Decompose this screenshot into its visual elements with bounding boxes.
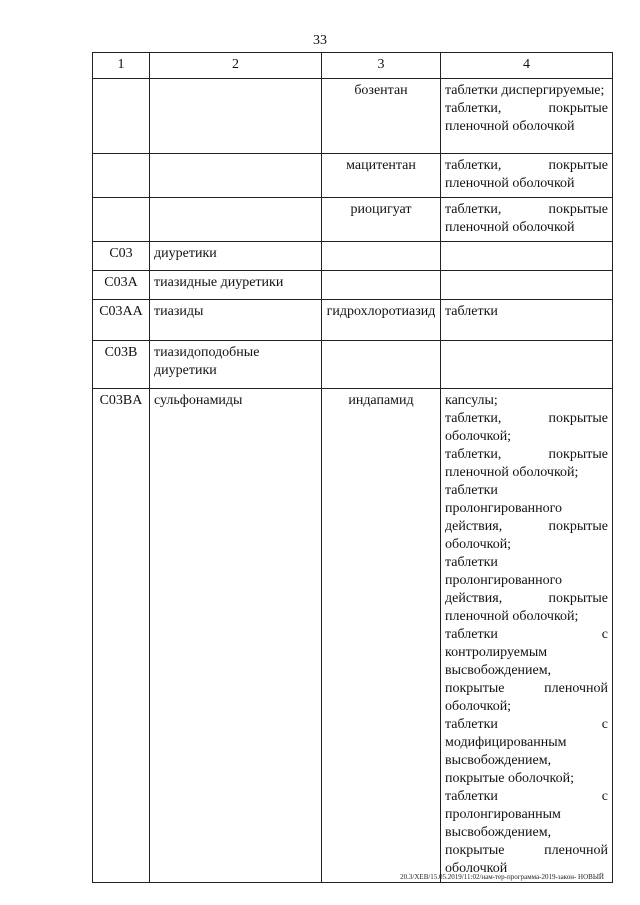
document-footer: 20.3/ХЕВ/15.05.2019/11:02/нам-тер-программа-2019-закон- НОВЫЙ: [400, 873, 604, 881]
dosage-forms-cell: [441, 154, 613, 198]
atc-code-cell: C03BA: [93, 389, 150, 883]
atc-code-cell: C03AA: [93, 300, 150, 341]
atc-code-cell: [93, 154, 150, 198]
group-name-cell: [150, 154, 322, 198]
substance-cell: мацитентан: [322, 154, 441, 198]
substance-cell: [322, 341, 441, 389]
group-name-cell: тиазиды: [150, 300, 322, 341]
atc-code-cell: C03B: [93, 341, 150, 389]
dosage-forms-cell: [441, 198, 613, 242]
atc-code-cell: C03: [93, 242, 150, 271]
column-header: 4: [441, 53, 613, 79]
substance-cell: [322, 271, 441, 300]
atc-code-cell: C03A: [93, 271, 150, 300]
atc-code-cell: [93, 198, 150, 242]
page-number: 33: [313, 33, 327, 48]
dosage-forms-cell: [441, 242, 613, 271]
substance-cell: риоцигуат: [322, 198, 441, 242]
dosage-form-item: таблетки с пролонгированным высвобождением, покрытые пленочной оболочкой: [445, 789, 608, 876]
substance-cell: индапамид: [322, 389, 441, 883]
dosage-form-item: таблетки с контролируемым высвобождением, покрытые пленочной оболочкой;: [445, 627, 608, 714]
column-header: 3: [322, 53, 441, 79]
atc-code-cell: [93, 79, 150, 154]
table-header-row: [93, 53, 613, 79]
dosage-form-item: капсулы;: [445, 393, 498, 408]
table-row: [93, 389, 613, 883]
dosage-form-item: таблетки, покрытые пленочной оболочкой: [445, 202, 608, 235]
group-name-cell: диуретики: [150, 242, 322, 271]
column-header: 1: [93, 53, 150, 79]
dosage-form-item: таблетки пролонгированного действия, покрытые оболочкой;: [445, 483, 608, 552]
substance-cell: [322, 242, 441, 271]
dosage-forms-cell: [441, 341, 613, 389]
dosage-forms-cell: [441, 389, 613, 883]
dosage-form-item: таблетки, покрытые пленочной оболочкой: [445, 158, 608, 191]
table-row: [93, 154, 613, 198]
group-name-cell: тиазидоподобные диуретики: [150, 341, 322, 389]
dosage-form-item: таблетки с модифицированным высвобождением, покрытые оболочкой;: [445, 717, 608, 786]
dosage-forms-cell: [441, 300, 613, 341]
dosage-form-item: таблетки, покрытые пленочной оболочкой: [445, 101, 608, 134]
dosage-form-item: таблетки пролонгированного действия, покрытые пленочной оболочкой;: [445, 555, 608, 624]
substance-cell: бозентан: [322, 79, 441, 154]
drug-table: [92, 52, 613, 883]
column-header: 2: [150, 53, 322, 79]
table-row: [93, 198, 613, 242]
dosage-forms-cell: [441, 79, 613, 154]
group-name-cell: [150, 79, 322, 154]
group-name-cell: [150, 198, 322, 242]
table-row: [93, 300, 613, 341]
dosage-form-item: таблетки диспергируемые;: [445, 83, 605, 98]
group-name-cell: сульфонамиды: [150, 389, 322, 883]
dosage-form-item: таблетки: [445, 304, 498, 319]
dosage-form-item: таблетки, покрытые оболочкой;: [445, 411, 608, 444]
table-row: [93, 271, 613, 300]
dosage-form-item: таблетки, покрытые пленочной оболочкой;: [445, 447, 608, 480]
table-row: [93, 79, 613, 154]
group-name-cell: тиазидные диуретики: [150, 271, 322, 300]
table-row: [93, 341, 613, 389]
table-row: [93, 242, 613, 271]
substance-cell: гидрохлоротиазид: [322, 300, 441, 341]
dosage-forms-cell: [441, 271, 613, 300]
